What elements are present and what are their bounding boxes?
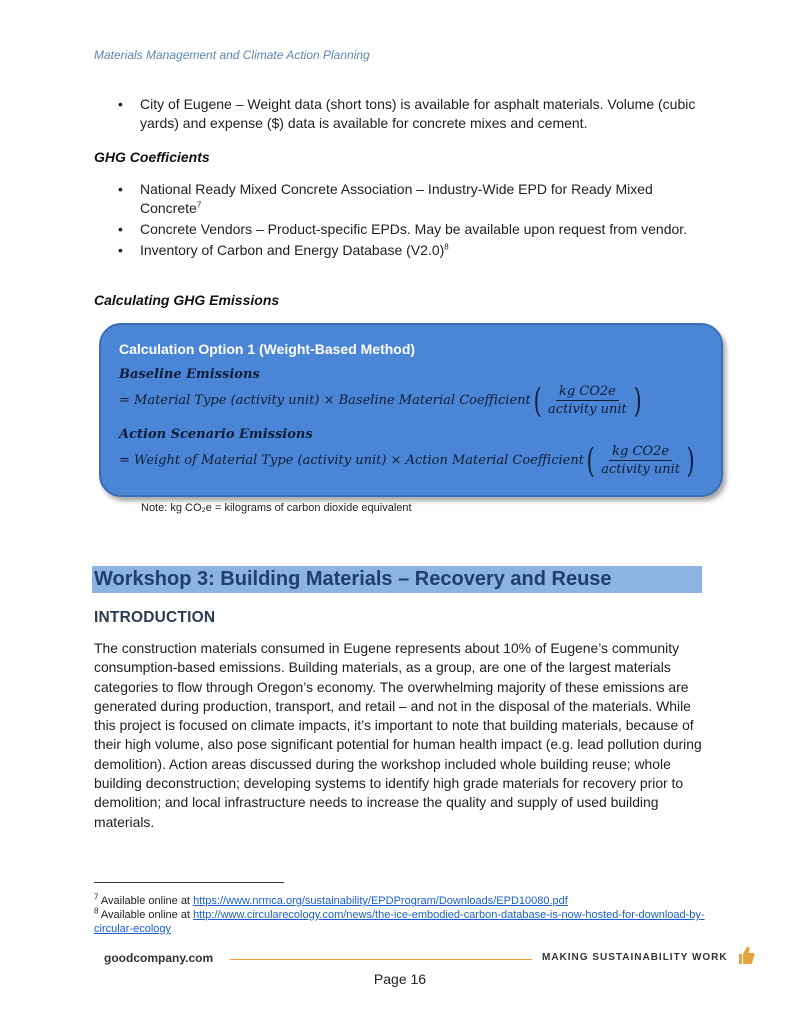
open-paren: (: [586, 440, 595, 481]
footnote-divider: [94, 882, 284, 883]
footnote-prefix: Available online at: [100, 895, 194, 907]
coefficient-fraction: [598, 443, 683, 478]
fraction-denominator: activity unit: [601, 462, 680, 477]
footnote: [94, 894, 714, 908]
list-item-text: National Ready Mixed Concrete Association – Industry-Wide EPD for Ready Mixed Concrete: [140, 181, 653, 216]
baseline-label: Baseline Emissions: [119, 367, 260, 382]
page-number: Page 16: [373, 971, 427, 987]
open-paren: (: [533, 380, 542, 421]
list-item-text: Inventory of Carbon and Energy Database (V2.0): [140, 242, 445, 258]
fraction-denominator: activity unit: [548, 402, 627, 417]
formula-text: = Weight of Material Type (activity unit) × Action Material Coefficient: [119, 453, 584, 468]
list-item: [118, 180, 698, 218]
footnote-link[interactable]: http://www.circularecology.com/news/the-ice-embodied-carbon-database-is-now-hosted-for-download-by-circular-ecology: [94, 909, 705, 935]
list-item: [118, 241, 698, 260]
close-paren: ): [633, 380, 642, 421]
coefficient-fraction: [545, 383, 630, 418]
footnote-number: 8: [94, 906, 99, 916]
intro-paragraph: The construction materials consumed in Eugene represents about 10% of Eugene’s community consumption-based emissions. Building materials, as a group, are one of the largest materials categories to flow through Oregon’s economy. The overwhelming majority of these emissions are generated during production, transport, and retail – and not in the disposal of the materials. While this project is focused on climate impacts, it’s important to note that building materials, because of their high volume, also pose significant potential for human health impact (e.g. lead pollution during demolition). Action areas discussed during the workshop included whole building reuse; whole building deconstruction; developing systems to identify high grade materials for recovery prior to demolition; and local infrastructure needs to increase the quality and supply of used building materials.: [94, 640, 702, 830]
unit-note: Note: kg CO₂e = kilograms of carbon dioxide equivalent: [141, 502, 412, 514]
footnote-prefix: Available online at: [100, 909, 194, 921]
data-availability-list: [118, 95, 698, 135]
formula-text: = Material Type (activity unit) × Baseline Material Coefficient: [119, 393, 531, 408]
footer-tagline: MAKING SUSTAINABILITY WORK: [542, 952, 728, 963]
calculation-title: Calculation Option 1 (Weight-Based Method): [119, 341, 416, 357]
footnote-ref[interactable]: 7: [196, 200, 202, 210]
ghg-coefficients-heading: GHG Coefficients: [94, 149, 210, 165]
ghg-coefficients-list: [118, 180, 698, 262]
footnote-number: 7: [94, 892, 99, 902]
fraction-numerator: kg CO2e: [609, 443, 672, 461]
list-item: [118, 220, 698, 239]
running-header: Materials Management and Climate Action Planning: [94, 48, 370, 62]
close-paren: ): [686, 440, 695, 481]
baseline-formula: [119, 380, 644, 421]
list-item: • City of Eugene – Weight data (short tons) is available for asphalt materials. Volume (cubic yards) and expense ($) data is available for concrete mixes and cement.: [118, 95, 698, 133]
fraction-numerator: kg CO2e: [556, 383, 619, 401]
footer-website: goodcompany.com: [104, 951, 214, 965]
footer-divider: [230, 959, 532, 960]
calculating-heading: Calculating GHG Emissions: [94, 292, 280, 308]
footnotes: [94, 894, 714, 936]
action-formula: [119, 440, 697, 481]
intro-heading: INTRODUCTION: [94, 609, 216, 626]
calculation-box: [99, 323, 723, 497]
footnote-link[interactable]: https://www.nrmca.org/sustainability/EPDProgram/Downloads/EPD10080.pdf: [193, 895, 568, 907]
list-item-text: Concrete Vendors – Product-specific EPDs. May be available upon request from vendor.: [140, 221, 688, 237]
thumbs-up-icon: [737, 945, 755, 965]
footnote-ref[interactable]: 8: [444, 242, 449, 252]
section-heading: Workshop 3: Building Materials – Recovery and Reuse: [92, 566, 702, 593]
action-label: Action Scenario Emissions: [119, 427, 313, 442]
footnote: [94, 908, 714, 936]
